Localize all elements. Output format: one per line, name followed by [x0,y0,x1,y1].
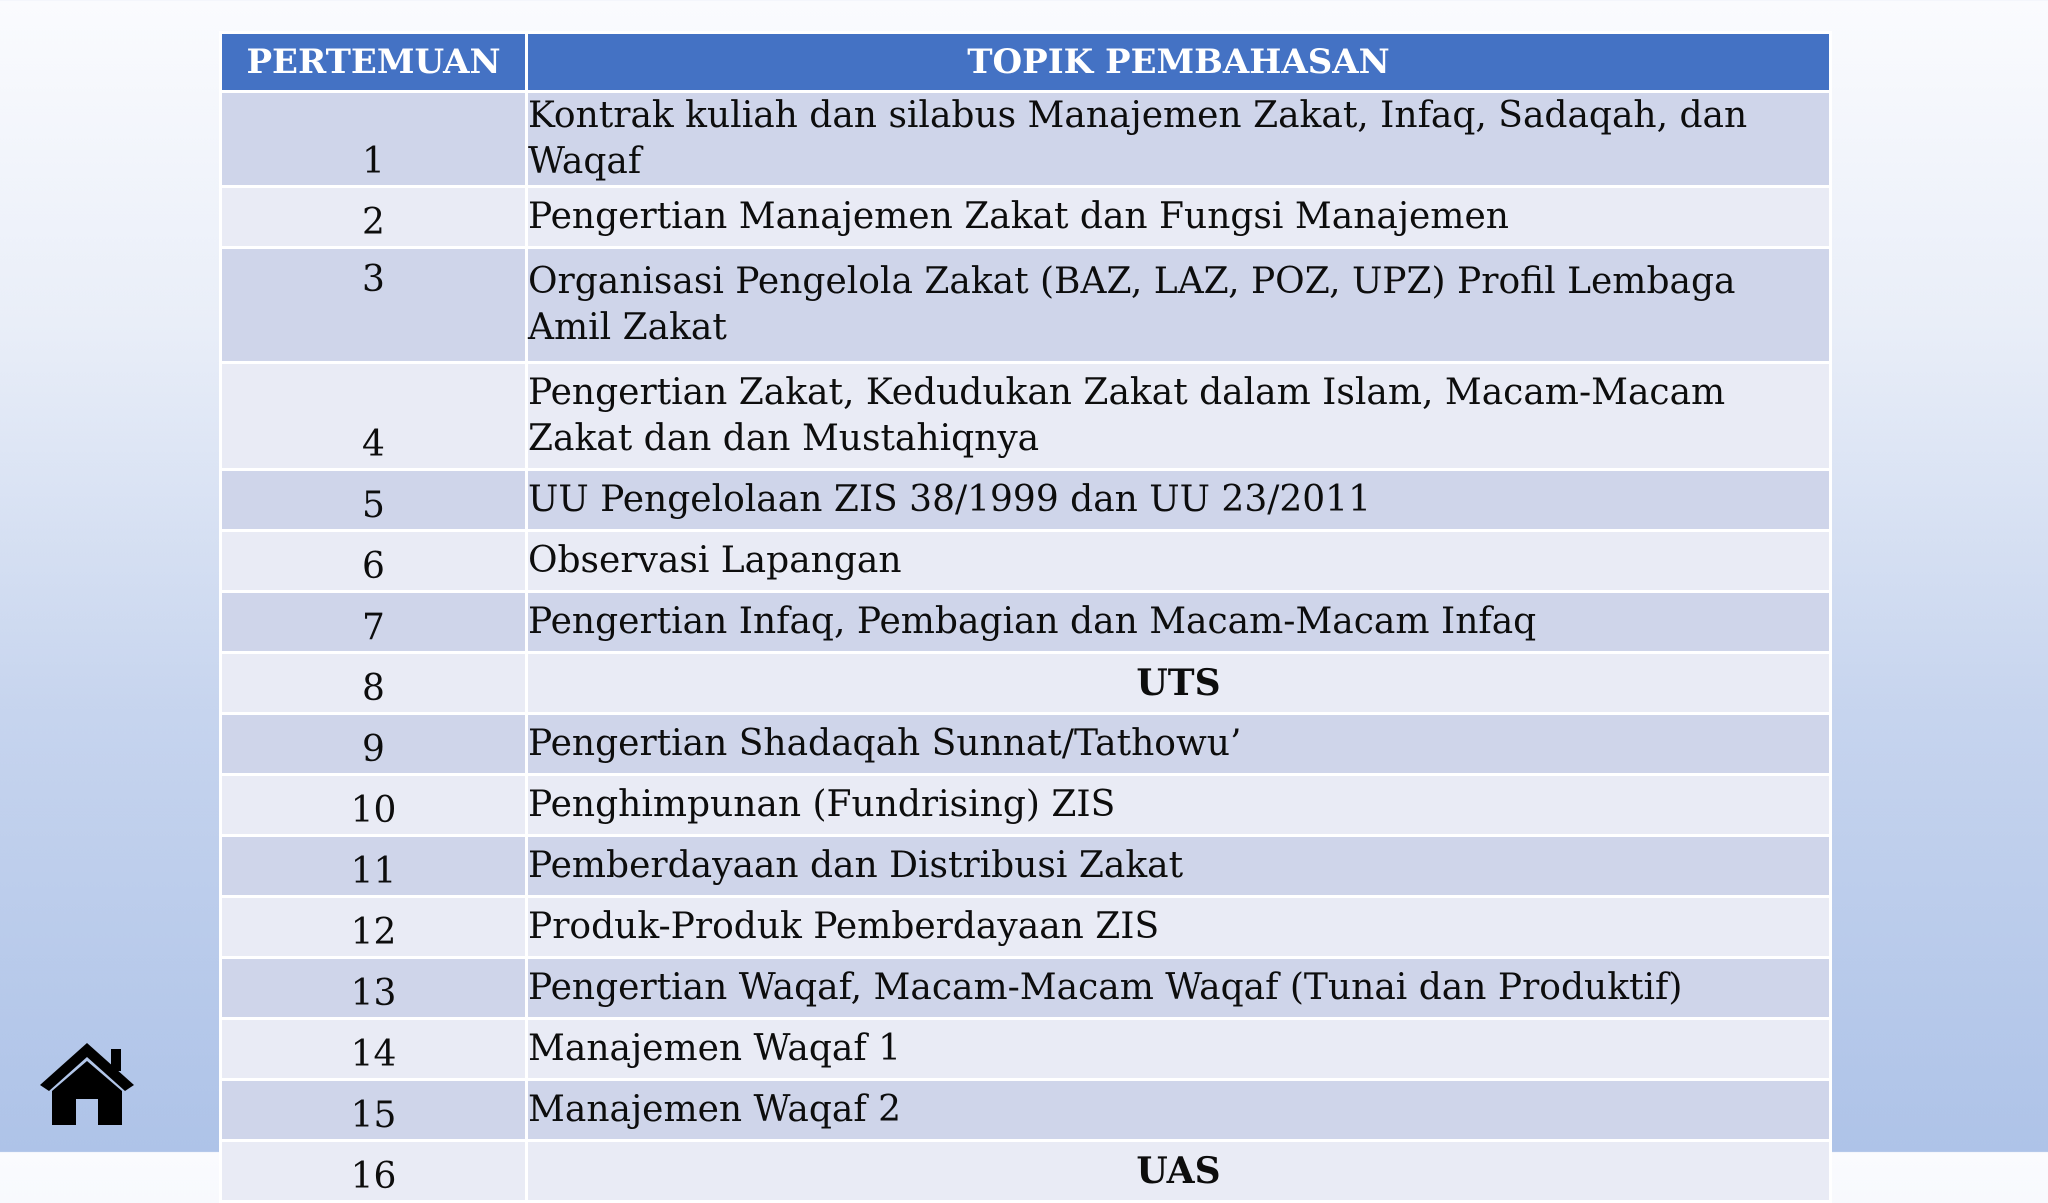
meeting-number: 3 [221,248,527,363]
meeting-number: 6 [221,531,527,592]
topic-cell: UU Pengelolaan ZIS 38/1999 dan UU 23/2011 [527,470,1831,531]
schedule-table [219,31,1832,1203]
table-row [221,958,1831,1019]
meeting-number: 13 [221,958,527,1019]
header-topik: TOPIK PEMBAHASAN [527,33,1831,92]
table-row [221,714,1831,775]
topic-cell-uts: UTS [527,653,1831,714]
meeting-number: 15 [221,1080,527,1141]
meeting-number: 2 [221,187,527,248]
meeting-number: 11 [221,836,527,897]
table-header-row [221,33,1831,92]
meeting-number: 16 [221,1141,527,1202]
topic-cell: Kontrak kuliah dan silabus Manajemen Zakat, Infaq, Sadaqah, dan Waqaf [527,92,1831,187]
table-row [221,1019,1831,1080]
table-row [221,363,1831,470]
meeting-number: 7 [221,592,527,653]
meeting-number: 1 [221,92,527,187]
meeting-number: 9 [221,714,527,775]
topic-cell: Observasi Lapangan [527,531,1831,592]
meeting-number: 4 [221,363,527,470]
table-row [221,187,1831,248]
table-row [221,92,1831,187]
topic-cell: Manajemen Waqaf 1 [527,1019,1831,1080]
topic-cell: Pengertian Shadaqah Sunnat/Tathowu’ [527,714,1831,775]
table-row [221,836,1831,897]
topic-cell: Pengertian Infaq, Pembagian dan Macam-Macam Infaq [527,592,1831,653]
topic-cell: Organisasi Pengelola Zakat (BAZ, LAZ, POZ, UPZ) Profil Lembaga Amil Zakat [527,248,1831,363]
table-row [221,1080,1831,1141]
topic-cell: Pengertian Zakat, Kedudukan Zakat dalam Islam, Macam-Macam Zakat dan dan Mustahiqnya [527,363,1831,470]
topic-cell: Pengertian Waqaf, Macam-Macam Waqaf (Tunai dan Produktif) [527,958,1831,1019]
topic-cell: Manajemen Waqaf 2 [527,1080,1831,1141]
table-row [221,1141,1831,1202]
table-row [221,897,1831,958]
topic-cell: Pemberdayaan dan Distribusi Zakat [527,836,1831,897]
meeting-number: 5 [221,470,527,531]
table-row [221,531,1831,592]
header-pertemuan: PERTEMUAN [221,33,527,92]
meeting-number: 8 [221,653,527,714]
meeting-number: 14 [221,1019,527,1080]
home-icon [36,1039,138,1127]
table-row [221,470,1831,531]
topic-cell: Produk-Produk Pemberdayaan ZIS [527,897,1831,958]
table-row [221,775,1831,836]
topic-cell: Penghimpunan (Fundrising) ZIS [527,775,1831,836]
meeting-number: 12 [221,897,527,958]
topic-cell-uas: UAS [527,1141,1831,1202]
home-button[interactable] [36,1039,138,1127]
meeting-number: 10 [221,775,527,836]
table-row [221,248,1831,363]
table-row [221,592,1831,653]
topic-cell: Pengertian Manajemen Zakat dan Fungsi Manajemen [527,187,1831,248]
table-row [221,653,1831,714]
